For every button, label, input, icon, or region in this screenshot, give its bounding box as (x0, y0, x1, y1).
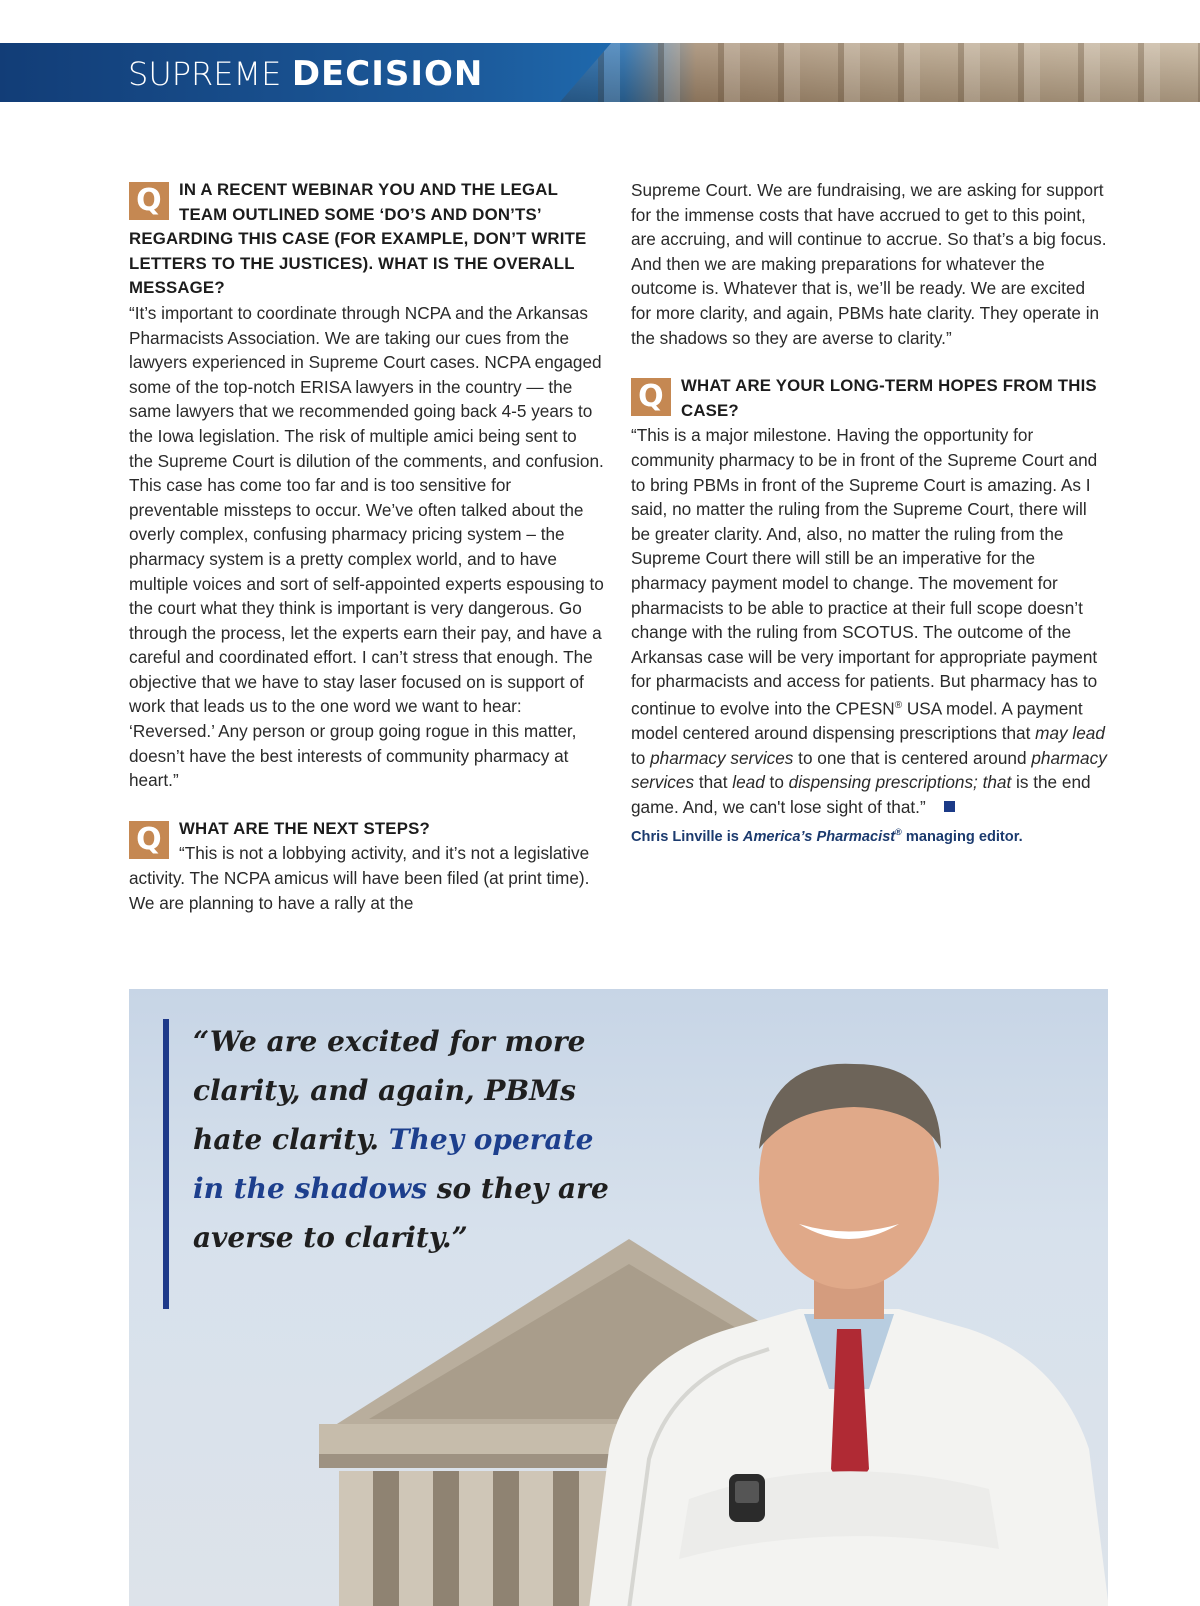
q-badge-icon: Q (129, 182, 169, 220)
q-badge-icon: Q (631, 378, 671, 416)
answer-2-continuation: Supreme Court. We are fundraising, we are asking for support for the immense costs that have accrued to get to this point, are accruing, and will continue to accrue. So that’s a big focus. And then we are making preparations for whatever the outcome is. Whatever that is, we’ll be ready. We are excited for more clarity, and again, PBMs hate clarity. They operate in the shadows so they are averse to clarity.” (631, 180, 1107, 348)
answer-2: “This is not a lobbying activity, and it’s not a legislative activity. The NCPA amicus will have been filed (at print time). We are planning to have a rally at the (129, 843, 590, 913)
section-title-bold: DECISION (291, 54, 484, 94)
section-title (128, 53, 483, 94)
q-badge-icon: Q (129, 821, 169, 859)
question-3 (631, 374, 1109, 423)
feature-photo (129, 989, 1108, 1606)
section-title-light: SUPREME (128, 55, 282, 93)
question-1-text: IN A RECENT WEBINAR YOU AND THE LEGAL TEAM OUTLINED SOME ‘DO’S AND DON’TS’ REGARDING THIS CASE (FOR EXAMPLE, DON’T WRITE LETTERS TO THE JUSTICES). WHAT IS THE OVERALL MESSAGE? (129, 180, 587, 298)
banner-building-image (560, 43, 1200, 102)
end-mark-icon (944, 801, 955, 812)
pullquote: “We are excited for more clarity, and again, PBMs hate clarity. They operate in the shadows so they are averse to clarity.” (193, 1025, 609, 1254)
pharmacist-portrait-image (569, 1029, 1108, 1606)
question-3-text: WHAT ARE YOUR LONG-TERM HOPES FROM THIS CASE? (681, 376, 1097, 420)
answer-3: “This is a major milestone. Having the opportunity for community pharmacy to be in front of the Supreme Court and to bring PBMs in front of the Supreme Court is amazing. As I said, no matter the ruling from the Supreme Court, there will be greater clarity. And, also, no matter the ruling from the Supreme Court there will still be an imperative for the pharmacy payment model to change. The movement for pharmacists to be able to practice at their full scope doesn’t change with the ruling from SCOTUS. The outcome of the Arkansas case will be very important for appropriate payment for pharmacists and access for patients. But pharmacy has to continue to evolve into the CPESN® USA model. A payment model centered around dispensing prescriptions that may lead to pharmacy services to one that is centered around pharmacy services that lead to dispensing prescriptions; that is the end game. And, we can't lose sight of that.” (631, 425, 1107, 817)
question-2 (129, 817, 605, 857)
section-banner (0, 43, 1200, 102)
author-byline: Chris Linville is America’s Pharmacist® managing editor. (631, 826, 1023, 845)
pullquote-rule (163, 1019, 169, 1309)
pullquote-highlight: They operate in the shadows (193, 1123, 594, 1205)
answer-1: “It’s important to coordinate through NCPA and the Arkansas Pharmacists Association. We are taking our cues from the lawyers experienced in Supreme Court cases. NCPA engaged some of the top-notch ERISA lawyers in the country — the same lawyers that we recommended going back 4-5 years to the Iowa legislation. The risk of multiple amici being sent to the Supreme Court is dilution of the comments, and confusion. This case has come too far and is too sensitive for preventable missteps to occur. We’ve often talked about the overly complex, confusing pharmacy pricing system – the pharmacy system is a pretty complex world, and to have multiple voices and sort of self-appointed experts espousing to the court what they think is important is very dangerous. Go through the process, let the experts earn their pay, and have a careful and coordinated effort. I can’t stress that enough. The objective that we have to stay laser focused on is support of work that leads us to the one word we want to hear: ‘Reversed.’ Any person or group going rogue in this matter, doesn’t have the best interests of community pharmacy at heart.” (129, 302, 604, 791)
right-column (631, 178, 1109, 849)
left-column (129, 178, 605, 915)
question-2-text: WHAT ARE THE NEXT STEPS? (179, 818, 430, 838)
question-1 (129, 178, 605, 301)
